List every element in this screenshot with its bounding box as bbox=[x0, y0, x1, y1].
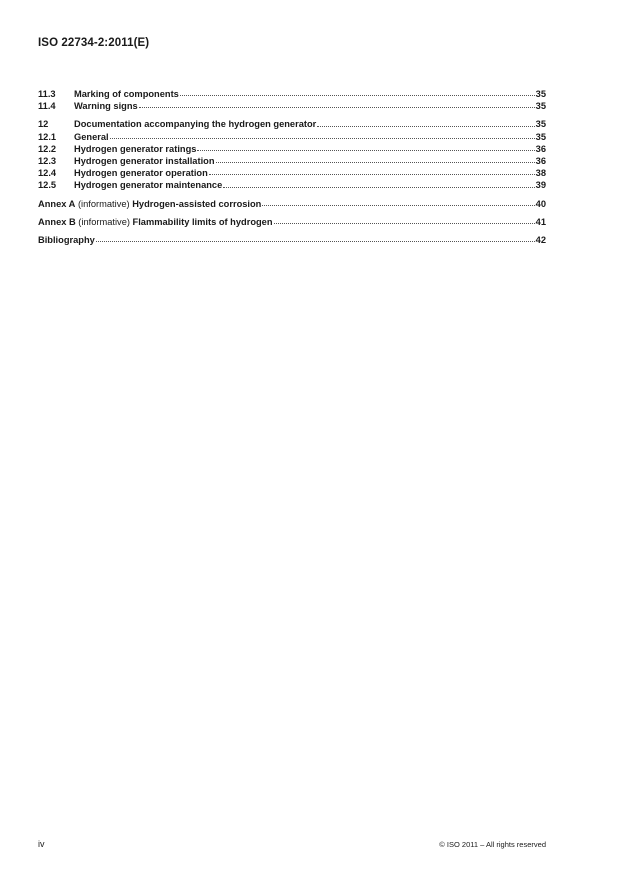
toc-entry-11-4[interactable] bbox=[38, 100, 546, 112]
toc-entry-title: Hydrogen generator ratings bbox=[74, 143, 197, 154]
toc-entry-page: 38 bbox=[535, 168, 546, 179]
toc-entry-12-5[interactable] bbox=[38, 179, 546, 191]
toc-entry-page: 36 bbox=[535, 143, 546, 154]
toc-entry-annex-a[interactable] bbox=[38, 198, 546, 210]
toc-entry-page: 39 bbox=[535, 180, 546, 191]
dot-leader bbox=[110, 138, 535, 139]
annex-qualifier: (informative) bbox=[75, 216, 133, 227]
toc-entry-12[interactable] bbox=[38, 118, 546, 130]
toc-entry-title: Bibliography bbox=[38, 234, 95, 245]
dot-leader bbox=[216, 162, 535, 163]
document-header: ISO 22734-2:2011(E) bbox=[38, 37, 150, 49]
toc-entry-11-3[interactable] bbox=[38, 88, 546, 100]
annex-label: Annex A bbox=[38, 198, 76, 209]
toc-entry-bibliography[interactable] bbox=[38, 234, 546, 246]
toc-entry-title: Hydrogen generator operation bbox=[74, 168, 208, 179]
dot-leader bbox=[274, 223, 535, 224]
toc-entry-number: 12.2 bbox=[38, 143, 57, 154]
toc-entry-12-3[interactable] bbox=[38, 155, 546, 167]
toc-entry-number: 12.1 bbox=[38, 131, 57, 142]
toc-entry-page: 35 bbox=[535, 89, 546, 99]
copyright-notice: © ISO 2011 – All rights reserved bbox=[439, 840, 546, 849]
toc-entry-title: Hydrogen generator maintenance bbox=[74, 180, 223, 191]
toc-entry-number: 11.4 bbox=[38, 101, 56, 112]
toc-entry-12-1[interactable] bbox=[38, 131, 546, 143]
toc-annex-title bbox=[38, 198, 261, 210]
toc-entry-title: Marking of components bbox=[74, 89, 179, 99]
toc-entry-page: 40 bbox=[535, 198, 546, 209]
toc-entry-annex-b[interactable] bbox=[38, 216, 546, 228]
toc-entry-page: 35 bbox=[535, 119, 546, 130]
dot-leader bbox=[209, 174, 535, 175]
toc-entry-title: Hydrogen generator installation bbox=[74, 155, 215, 166]
toc-entry-number: 11.3 bbox=[38, 89, 56, 99]
annex-label: Annex B bbox=[38, 216, 76, 227]
dot-leader bbox=[96, 241, 535, 242]
annex-title: Flammability limits of hydrogen bbox=[132, 216, 273, 227]
toc-entry-title: General bbox=[74, 131, 109, 142]
annex-qualifier: (informative) bbox=[75, 198, 133, 209]
toc-entry-number: 12.5 bbox=[38, 180, 57, 191]
dot-leader bbox=[223, 187, 534, 188]
dot-leader bbox=[197, 150, 534, 151]
toc-entry-number: 12.4 bbox=[38, 168, 57, 179]
toc-entry-number: 12.3 bbox=[38, 155, 57, 166]
page-number: iv bbox=[38, 839, 45, 849]
dot-leader bbox=[317, 126, 534, 127]
toc-entry-page: 35 bbox=[535, 131, 546, 142]
dot-leader bbox=[139, 107, 535, 108]
table-of-contents bbox=[38, 88, 546, 246]
toc-entry-page: 41 bbox=[535, 216, 546, 227]
toc-entry-page: 36 bbox=[535, 155, 546, 166]
toc-entry-title: Warning signs bbox=[74, 101, 138, 112]
toc-entry-page: 35 bbox=[535, 101, 546, 112]
toc-entry-12-2[interactable] bbox=[38, 143, 546, 155]
toc-entry-number: 12 bbox=[38, 119, 49, 130]
toc-entry-page: 42 bbox=[535, 234, 546, 245]
annex-title: Hydrogen-assisted corrosion bbox=[132, 198, 262, 209]
toc-entry-title: Documentation accompanying the hydrogen generator bbox=[74, 119, 317, 130]
toc-annex-title bbox=[38, 216, 273, 228]
dot-leader bbox=[262, 205, 534, 206]
toc-entry-12-4[interactable] bbox=[38, 167, 546, 179]
dot-leader bbox=[180, 95, 535, 96]
